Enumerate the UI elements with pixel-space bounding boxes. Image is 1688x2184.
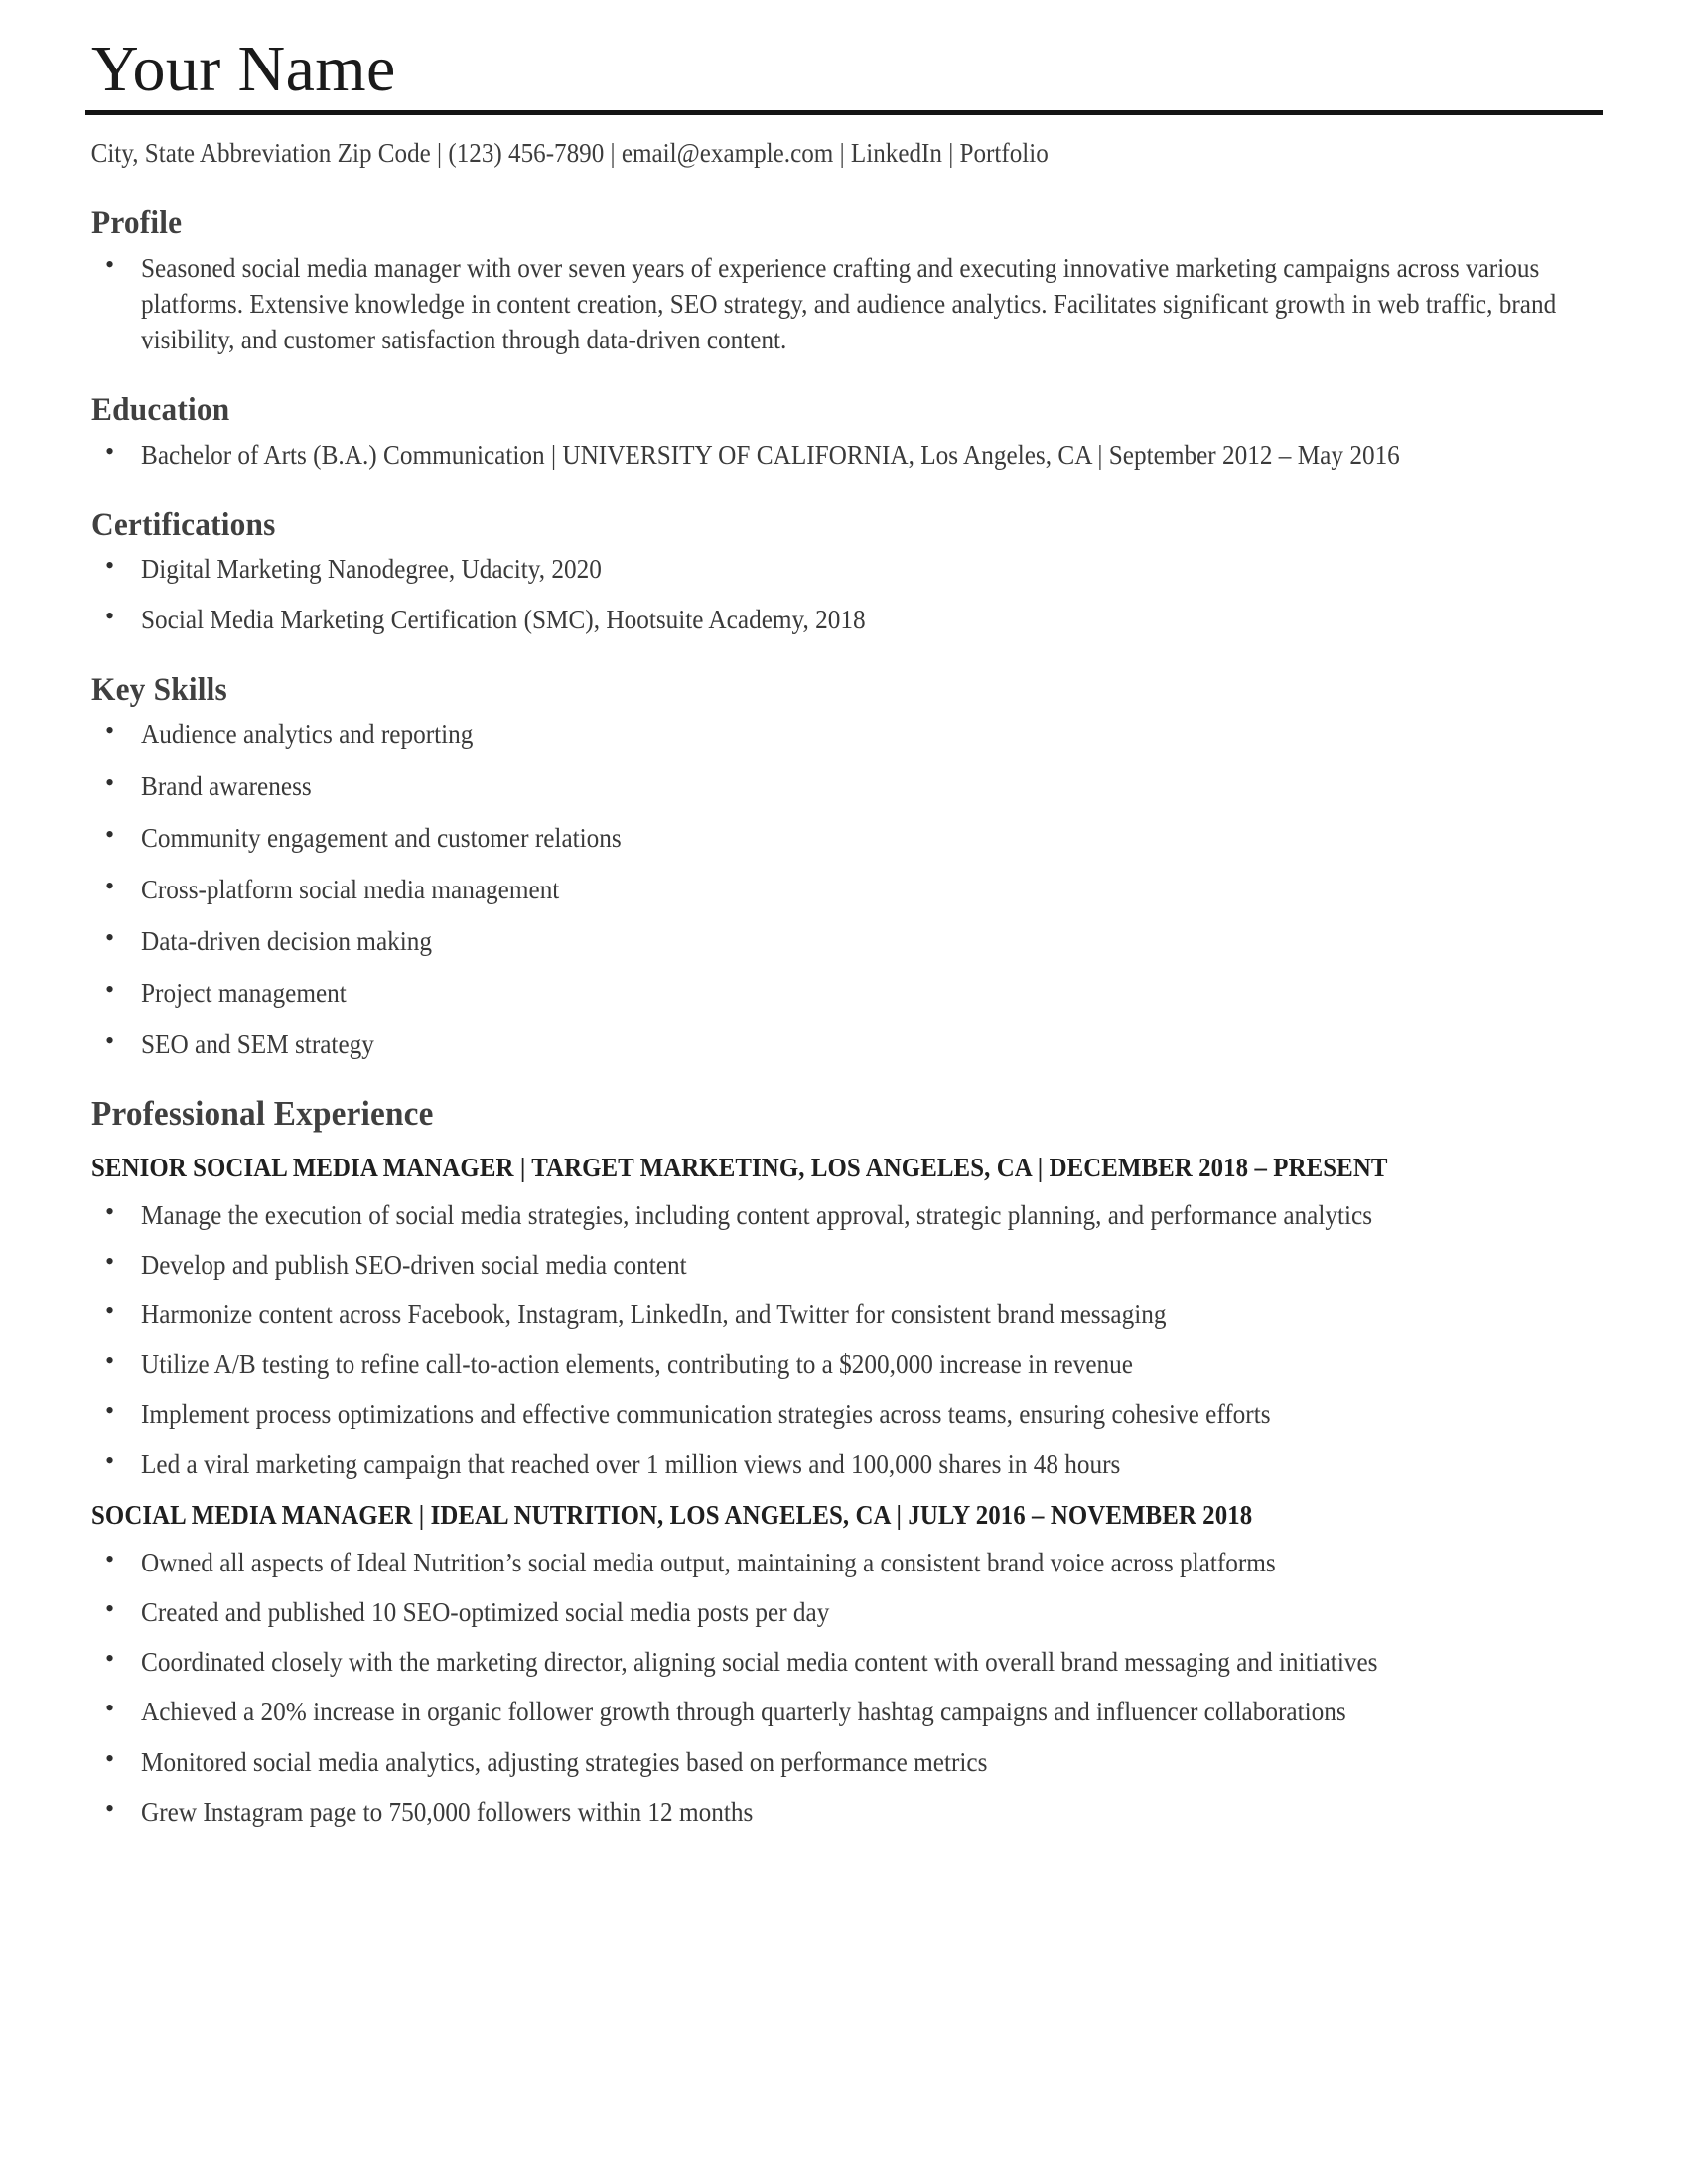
- job-header: SOCIAL MEDIA MANAGER | IDEAL NUTRITION, LOS ANGELES, CA | JULY 2016 – NOVEMBER 2018: [91, 1499, 1253, 1530]
- list-item-text: • Grew Instagram page to 750,000 followers within 12 months: [141, 1796, 754, 1827]
- education-bullet-list: [91, 437, 1603, 473]
- list-item: [91, 1545, 1603, 1580]
- list-item: [91, 1594, 1603, 1630]
- list-item-text: • Community engagement and customer relations: [141, 822, 622, 853]
- profile-bullet-list: [91, 250, 1603, 358]
- list-item-text: • Social Media Marketing Certification (SMC), Hootsuite Academy, 2018: [141, 604, 866, 634]
- list-item: [91, 1794, 1603, 1830]
- list-item: [91, 975, 1603, 1011]
- list-item: [91, 1197, 1603, 1233]
- resume-body: [85, 34, 1603, 1843]
- list-item-text: • Seasoned social media manager with over seven years of experience crafting and executing innovative marketing campaigns across various platforms. Extensive knowledge in content creation, SEO strategy, and audience analytics. Facilitates significant growth in web traffic, brand visibility, and customer satisfaction through data-driven content.: [141, 252, 1557, 354]
- list-item: [91, 1346, 1603, 1382]
- job-header: SENIOR SOCIAL MEDIA MANAGER | TARGET MARKETING, LOS ANGELES, CA | DECEMBER 2018 – PRESENT: [91, 1152, 1388, 1182]
- list-item-text: • Bachelor of Arts (B.A.) Communication | UNIVERSITY OF CALIFORNIA, Los Angeles, CA | September 2012 – May 2016: [141, 439, 1400, 470]
- list-item: [91, 602, 1603, 637]
- list-item-text: • Coordinated closely with the marketing director, aligning social media content with overall brand messaging and initiatives: [141, 1647, 1378, 1678]
- section-title-certifications: Certifications: [91, 506, 276, 543]
- section-title-education: Education: [91, 392, 230, 429]
- section-education: [85, 391, 1603, 473]
- list-item-text: • Data-driven decision making: [141, 926, 433, 957]
- list-item-text: • Harmonize content across Facebook, Instagram, LinkedIn, and Twitter for consistent brand messaging: [141, 1299, 1167, 1330]
- list-item: [91, 1297, 1603, 1332]
- list-item: [91, 820, 1603, 856]
- list-item-text: • Develop and publish SEO-driven social media content: [141, 1249, 687, 1280]
- list-item: [91, 1396, 1603, 1432]
- page-title: Your Name: [91, 33, 396, 105]
- list-item: [91, 1446, 1603, 1482]
- list-item: [91, 1026, 1603, 1062]
- list-item: [91, 1744, 1603, 1780]
- section-title-key-skills: Key Skills: [91, 671, 227, 708]
- header-divider: [85, 110, 1603, 115]
- list-item: [91, 1694, 1603, 1729]
- list-item-text: • SEO and SEM strategy: [141, 1029, 374, 1060]
- section-profile: [85, 205, 1603, 357]
- list-item: [91, 250, 1603, 358]
- list-item: [91, 1247, 1603, 1283]
- list-item: [91, 872, 1603, 907]
- list-item-text: • Implement process optimizations and effective communication strategies across teams, ensuring cohesive efforts: [141, 1399, 1271, 1430]
- list-item: [91, 551, 1603, 587]
- list-item: [91, 1644, 1603, 1680]
- list-item: [91, 923, 1603, 959]
- section-key-skills: [85, 671, 1603, 1063]
- list-item: [91, 716, 1603, 751]
- list-item-text: • Led a viral marketing campaign that reached over 1 million views and 100,000 shares in 48 hours: [141, 1448, 1121, 1479]
- job-entry: [91, 1498, 1603, 1830]
- list-item-text: • Cross-platform social media management: [141, 874, 560, 904]
- contact-line: City, State Abbreviation Zip Code | (123) 456-7890 | email@example.com | LinkedIn | Portfolio: [90, 138, 1049, 169]
- certifications-bullet-list: [91, 551, 1603, 636]
- list-item-text: • Created and published 10 SEO-optimized social media posts per day: [141, 1597, 830, 1628]
- list-item-text: • Manage the execution of social media strategies, including content approval, strategic planning, and performance analytics: [141, 1199, 1373, 1230]
- section-title-professional-experience: Professional Experience: [91, 1093, 434, 1133]
- job-bullet-list: [91, 1545, 1603, 1830]
- key-skills-bullet-list: [91, 716, 1603, 1062]
- list-item-text: • Utilize A/B testing to refine call-to-action elements, contributing to a $200,000 increase in revenue: [141, 1349, 1133, 1380]
- list-item-text: • Digital Marketing Nanodegree, Udacity, 2020: [141, 554, 602, 585]
- list-item-text: • Achieved a 20% increase in organic follower growth through quarterly hashtag campaigns and influencer collaborations: [141, 1697, 1346, 1727]
- list-item: [91, 768, 1603, 804]
- section-title-profile: Profile: [91, 205, 183, 242]
- list-item-text: • Audience analytics and reporting: [141, 719, 474, 750]
- list-item-text: • Monitored social media analytics, adjusting strategies based on performance metrics: [141, 1746, 988, 1777]
- section-certifications: [85, 506, 1603, 637]
- job-entry: [91, 1151, 1603, 1482]
- list-item-text: • Brand awareness: [141, 770, 312, 801]
- section-professional-experience: [85, 1093, 1603, 1830]
- list-item-text: • Project management: [141, 978, 347, 1009]
- list-item: [91, 437, 1603, 473]
- list-item-text: • Owned all aspects of Ideal Nutrition’s social media output, maintaining a consistent brand voice across platforms: [141, 1547, 1276, 1577]
- job-bullet-list: [91, 1197, 1603, 1482]
